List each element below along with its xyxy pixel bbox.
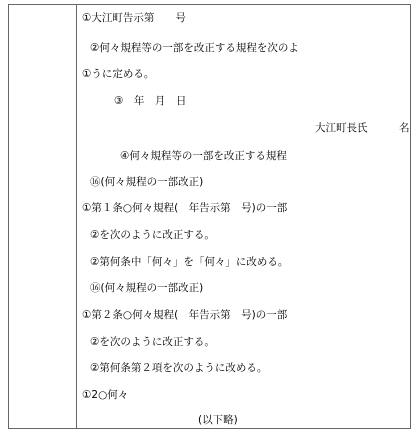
article-2-amendment: ②第何条第２項を次のように改める。	[90, 362, 268, 374]
article-2-text-2: ②を次のように改正する。	[90, 336, 215, 348]
regulation-title: ④何々規程等の一部を改正する規程	[120, 150, 287, 162]
article-1-text-1: ①第１条○何々規程( 年告示第 号)の一部	[82, 202, 288, 214]
date-line: ③ 年 月 日	[114, 95, 187, 107]
left-margin-column	[9, 5, 77, 428]
article-1-heading: ⑯(何々規程の一部改正)	[90, 176, 204, 188]
intro-line-1: ②何々規程等の一部を改正する規程を次のよ	[90, 42, 299, 54]
article-1-text-2: ②を次のように改正する。	[90, 229, 215, 241]
notice-number-line: ①大江町告示第 号	[82, 12, 186, 24]
mayor-signature-line: 大江町長氏 名	[315, 122, 410, 134]
article-1-amendment: ②第何条中「何々」を「何々」に改める。	[90, 256, 289, 268]
item-2-line: ①2○何々	[82, 389, 129, 401]
article-2-heading: ⑯(何々規程の一部改正)	[90, 282, 204, 294]
article-2-text-1: ①第２条○何々規程( 年告示第 号)の一部	[82, 309, 288, 321]
intro-line-2: ①うに定める。	[82, 68, 155, 80]
document-frame	[8, 4, 411, 429]
omitted-note: (以下略)	[198, 414, 238, 426]
